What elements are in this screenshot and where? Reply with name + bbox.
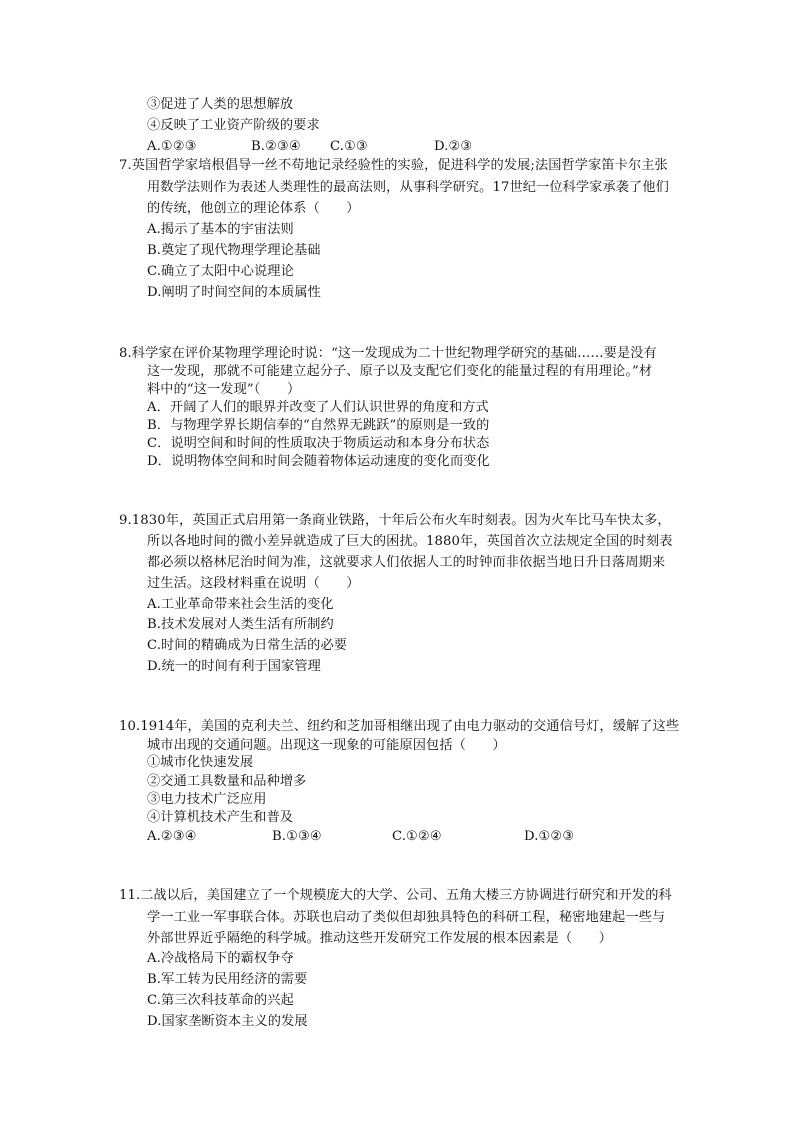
q6-option-a[interactable]: A.①②③ <box>147 139 197 154</box>
q11-option-c[interactable]: C.第三次科技革命的兴起 <box>147 993 294 1008</box>
q9-stem-line-3: 都必须以格林尼治时间为准，这就要求人们依据人工的时钟而非依据当地日升日落周期来 <box>147 555 666 570</box>
q9-option-d[interactable]: D.统一的时间有利于国家管理 <box>147 659 321 674</box>
q8-stem-line-1: 8.科学家在评价某物理学理论时说：“这一发现成为二十世纪物理学研究的基础……要是没有 <box>119 346 657 361</box>
q7-stem-line-1: 7.英国哲学家培根倡导一丝不苟地记录经验性的实验，促进科学的发展;法国哲学家笛卡尔主张 <box>119 158 668 173</box>
q10-option-b[interactable]: B.①③④ <box>272 829 322 844</box>
q8-stem-line-3: 料中的“这一发现”（ ） <box>147 382 301 397</box>
q11-option-a[interactable]: A.冷战格局下的霸权争夺 <box>147 951 294 966</box>
q8-option-a[interactable]: A．开阔了人们的眼界并改变了人们认识世界的角度和方式 <box>147 400 489 415</box>
q6-option-b[interactable]: B.②③④ <box>251 139 301 154</box>
q7-stem-line-2: 用数学法则作为表述人类理性的最高法则，从事科学研究。17世纪一位科学家承袭了他们 <box>147 180 669 195</box>
q9-stem-line-4: 过生活。这段材料重在说明（ ） <box>147 576 360 591</box>
q10-stem-line-2: 城市出现的交通问题。出现这一现象的可能原因包括（ ） <box>147 738 506 753</box>
q9-option-c[interactable]: C.时间的精确成为日常生活的必要 <box>147 638 348 653</box>
q10-option-c[interactable]: C.①②④ <box>392 829 442 844</box>
q9-stem-line-1: 9.1830年，英国正式启用第一条商业铁路，十年后公布火车时刻表。因为火车比马车快太多， <box>119 513 671 528</box>
q7-option-d[interactable]: D.阐明了时间空间的本质属性 <box>147 285 321 300</box>
q11-stem-line-2: 学一工业一军事联合体。苏联也启动了类似但却独具特色的科研工程，秘密地建起一些与 <box>147 910 666 925</box>
q11-stem-line-3: 外部世界近乎隔绝的科学城。推动这些开发研究工作发展的根本因素是（ ） <box>147 931 613 946</box>
q10-item-1: ①城市化快速发展 <box>147 755 254 770</box>
q7-option-b[interactable]: B.奠定了现代物理学理论基础 <box>147 243 321 258</box>
q11-option-d[interactable]: D.国家垄断资本主义的发展 <box>147 1014 308 1029</box>
q7-option-c[interactable]: C.确立了太阳中心说理论 <box>147 264 294 279</box>
q6-item-3: ③促进了人类的思想解放 <box>147 97 294 112</box>
q6-item-4: ④反映了工业资产阶级的要求 <box>147 118 320 133</box>
q8-stem-line-2: 这一发现，那就不可能建立起分子、原子以及支配它们变化的能量过程的有用理论。”材 <box>147 364 653 379</box>
q10-item-3: ③电力技术广泛应用 <box>147 792 267 807</box>
q10-item-4: ④计算机技术产生和普及 <box>147 810 294 825</box>
q7-stem-line-3: 的传统，他创立的理论体系（ ） <box>147 201 360 216</box>
q6-option-c[interactable]: C.①③ <box>330 139 368 154</box>
q8-option-c[interactable]: C．说明空间和时间的性质取决于物质运动和本身分布状态 <box>147 436 490 451</box>
q9-option-a[interactable]: A.工业革命带来社会生活的变化 <box>147 597 334 612</box>
q11-option-b[interactable]: B.军工转为民用经济的需要 <box>147 972 308 987</box>
q6-option-d[interactable]: D.②③ <box>434 139 473 154</box>
q10-option-a[interactable]: A.②③④ <box>147 829 197 844</box>
q7-option-a[interactable]: A.揭示了基本的宇宙法则 <box>147 222 294 237</box>
q8-option-b[interactable]: B．与物理学界长期信奉的“自然界无跳跃”的原则是一致的 <box>147 418 490 433</box>
q9-stem-line-2: 所以各地时间的微小差异就造成了巨大的困扰。1880年，英国首次立法规定全国的时刻表 <box>147 534 673 549</box>
q10-stem-line-1: 10.1914年，美国的克利夫兰、纽约和芝加哥相继出现了由电力驱动的交通信号灯，缓解了这些 <box>119 719 680 734</box>
q9-option-b[interactable]: B.技术发展对人类生活有所制约 <box>147 617 334 632</box>
q10-item-2: ②交通工具数量和品种增多 <box>147 774 307 789</box>
q10-option-d[interactable]: D.①②③ <box>524 829 575 844</box>
q11-stem-line-1: 11.二战以后，美国建立了一个规模庞大的大学、公司、五角大楼三方协调进行研究和开发的科 <box>119 888 672 903</box>
q8-option-d[interactable]: D．说明物体空间和时间会随着物体运动速度的变化而变化 <box>147 454 490 469</box>
